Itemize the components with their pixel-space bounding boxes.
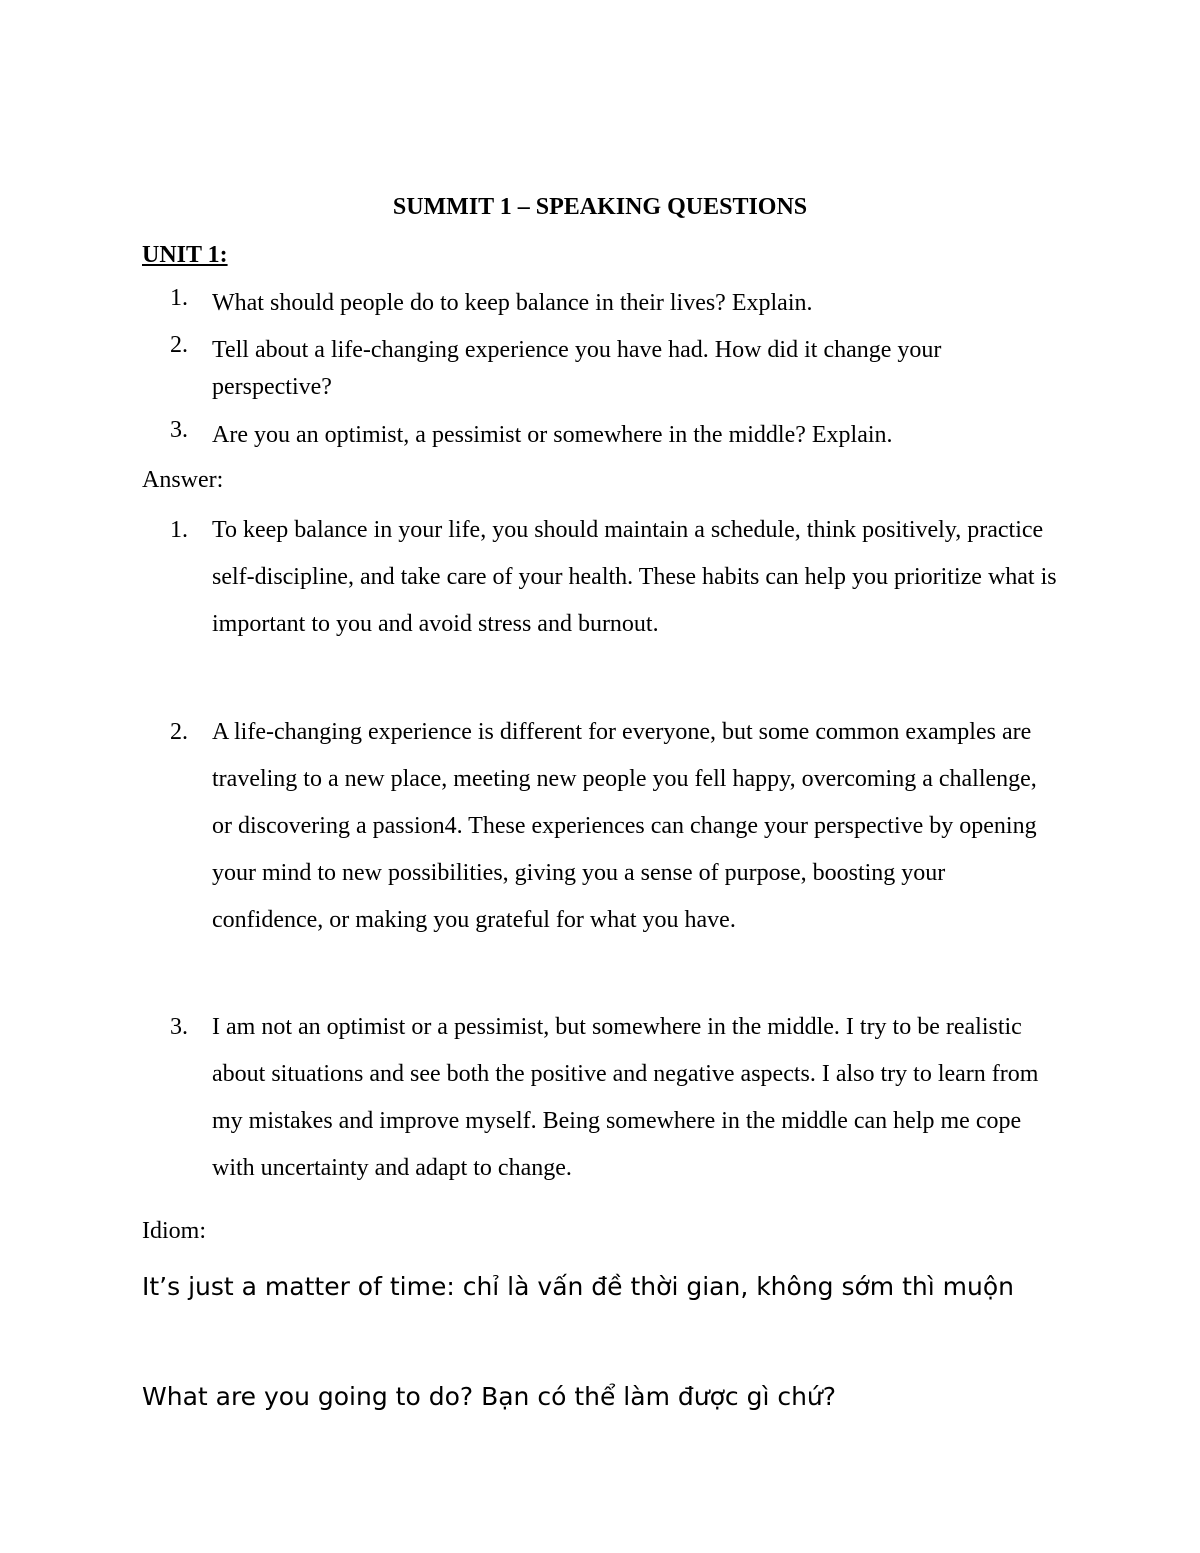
answer-label: Answer: (142, 467, 224, 493)
answer-number: 3. (170, 1014, 188, 1040)
question-text: What should people do to keep balance in their lives? Explain. (212, 290, 813, 316)
question-item (170, 285, 1070, 322)
question-number: 3. (170, 417, 188, 443)
answer-text: I am not an optimist or a pessimist, but somewhere in the middle. I try to be realistic about situations and see both the positive and negative aspects. I also try to learn from my mistakes and improve myself. Being somewhere in the middle can help me cope with uncertainty and adapt to change. (212, 1014, 1039, 1181)
question-number: 2. (170, 332, 188, 358)
answer-item (170, 709, 1070, 944)
answer-number: 2. (170, 719, 188, 745)
answer-number: 1. (170, 517, 188, 543)
answer-item (170, 507, 1070, 648)
answer-text: To keep balance in your life, you should maintain a schedule, think positively, practice self-discipline, and take care of your health. These habits can help you prioritize what is important to you and avoid stress and burnout. (212, 517, 1057, 637)
answer-text: A life-changing experience is different for everyone, but some common examples are traveling to a new place, meeting new people you fell happy, overcoming a challenge, or discovering a passion4. These experiences can change your perspective by opening your mind to new possibilities, giving you a sense of purpose, boosting your confidence, or making you grateful for what you have. (212, 719, 1037, 933)
document-title: SUMMIT 1 – SPEAKING QUESTIONS (392, 194, 808, 220)
idiom-item: It’s just a matter of time: chỉ là vấn đề thời gian, không sớm thì muộn (142, 1272, 1014, 1301)
question-text: Are you an optimist, a pessimist or somewhere in the middle? Explain. (212, 422, 893, 448)
question-number: 1. (170, 285, 188, 311)
question-text: Tell about a life-changing experience you have had. How did it change your perspective? (212, 337, 942, 400)
question-item (170, 417, 1070, 454)
unit-heading: UNIT 1: (142, 242, 228, 268)
idiom-item: What are you going to do? Bạn có thể làm được gì chứ? (142, 1382, 837, 1411)
question-item (170, 332, 1070, 406)
idiom-label: Idiom: (142, 1218, 206, 1244)
answer-item (170, 1004, 1070, 1192)
